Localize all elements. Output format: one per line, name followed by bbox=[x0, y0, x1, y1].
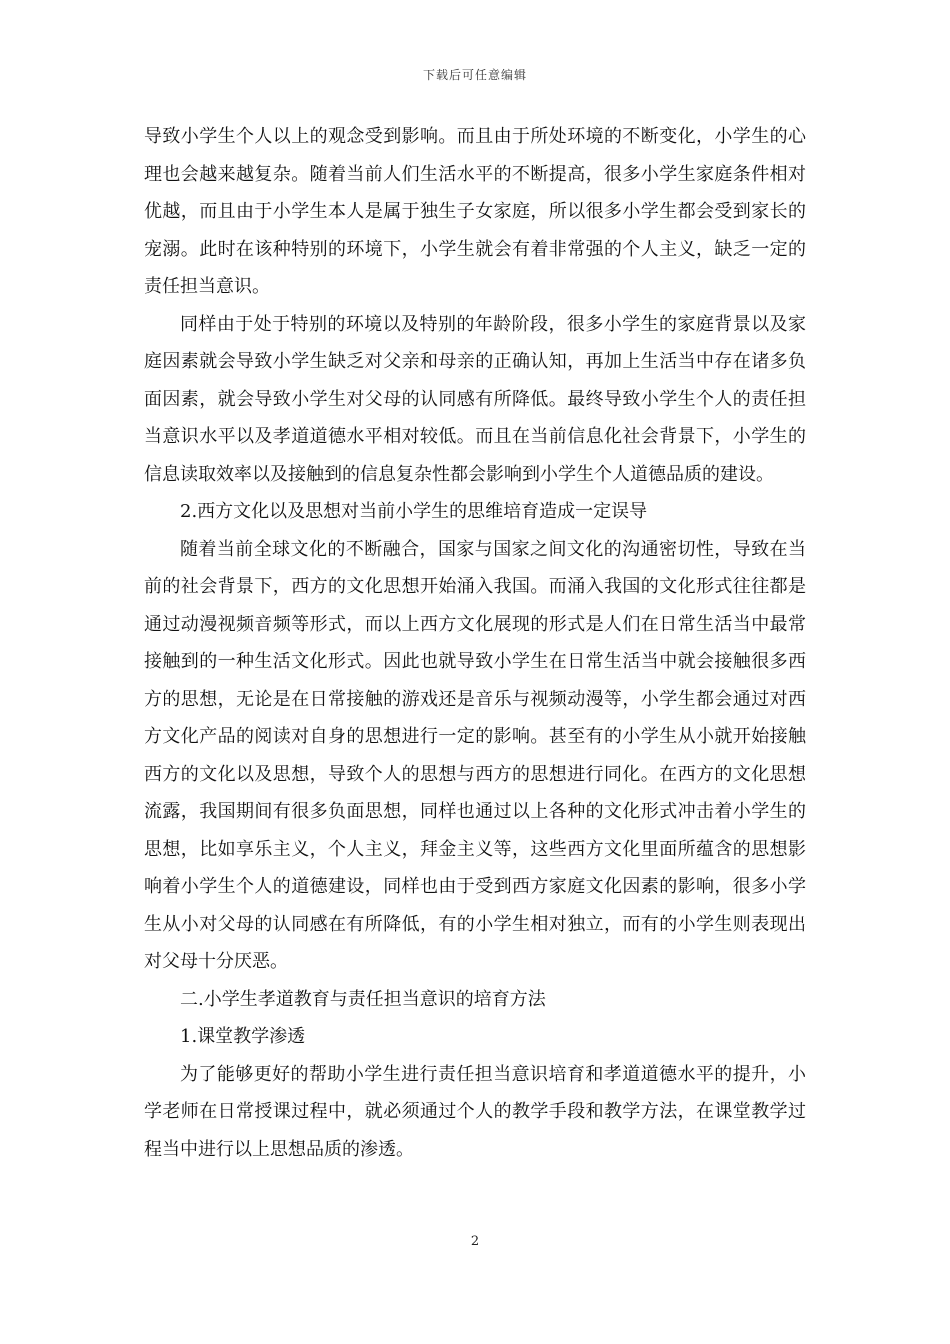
page-number: 2 bbox=[470, 1234, 480, 1249]
page-header: 下载后可任意编辑 bbox=[422, 68, 527, 82]
section-heading: 2.西方文化以及思想对当前小学生的思维培育造成一定误导 bbox=[180, 501, 648, 522]
document-body bbox=[144, 118, 806, 1168]
section-heading: 二.小学生孝道教育与责任担当意识的培育方法 bbox=[180, 988, 546, 1010]
subsection-heading: 1.课堂教学渗透 bbox=[180, 1026, 306, 1047]
body-paragraph: 同样由于处于特别的环境以及特别的年龄阶段，很多小学生的家庭背景以及家庭因素就会导致小学生缺乏对父亲和母亲的正确认知，再加上生活当中存在诸多负面因素，就会导致小学生对父母的认同感有所降低。最终导致小学生个人的责任担当意识水平以及孝道道德水平相对较低。而且在当前信息化社会背景下，小学生的信息读取效率以及接触到的信息复杂性都会影响到小学生个人道德品质的建设。 bbox=[144, 313, 806, 485]
body-paragraph: 随着当前全球文化的不断融合，国家与国家之间文化的沟通密切性，导致在当前的社会背景下，西方的文化思想开始涌入我国。而涌入我国的文化形式往往都是通过动漫视频音频等形式，而以上西方文化展现的形式是人们在日常生活当中最常接触到的一种生活文化形式。因此也就导致小学生在日常生活当中就会接触很多西方的思想，无论是在日常接触的游戏还是音乐与视频动漫等，小学生都会通过对西方文化产品的阅读对自身的思想进行一定的影响。甚至有的小学生从小就开始接触西方的文化以及思想，导致个人的思想与西方的思想进行同化。在西方的文化思想流露，我国期间有很多负面思想，同样也通过以上各种的文化形式冲击着小学生的思想，比如享乐主义，个人主义，拜金主义等，这些西方文化里面所蕴含的思想影响着小学生个人的道德建设，同样也由于受到西方家庭文化因素的影响，很多小学生从小对父母的认同感在有所降低，有的小学生相对独立，而有的小学生则表现出对父母十分厌恶。 bbox=[144, 538, 806, 972]
body-paragraph: 导致小学生个人以上的观念受到影响。而且由于所处环境的不断变化，小学生的心理也会越来越复杂。随着当前人们生活水平的不断提高，很多小学生家庭条件相对优越，而且由于小学生本人是属于独生子女家庭，所以很多小学生都会受到家长的宠溺。此时在该种特别的环境下，小学生就会有着非常强的个人主义，缺乏一定的责任担当意识。 bbox=[144, 126, 806, 297]
body-paragraph: 为了能够更好的帮助小学生进行责任担当意识培育和孝道道德水平的提升，小学老师在日常授课过程中，就必须通过个人的教学手段和教学方法，在课堂教学过程当中进行以上思想品质的渗透。 bbox=[144, 1063, 806, 1160]
